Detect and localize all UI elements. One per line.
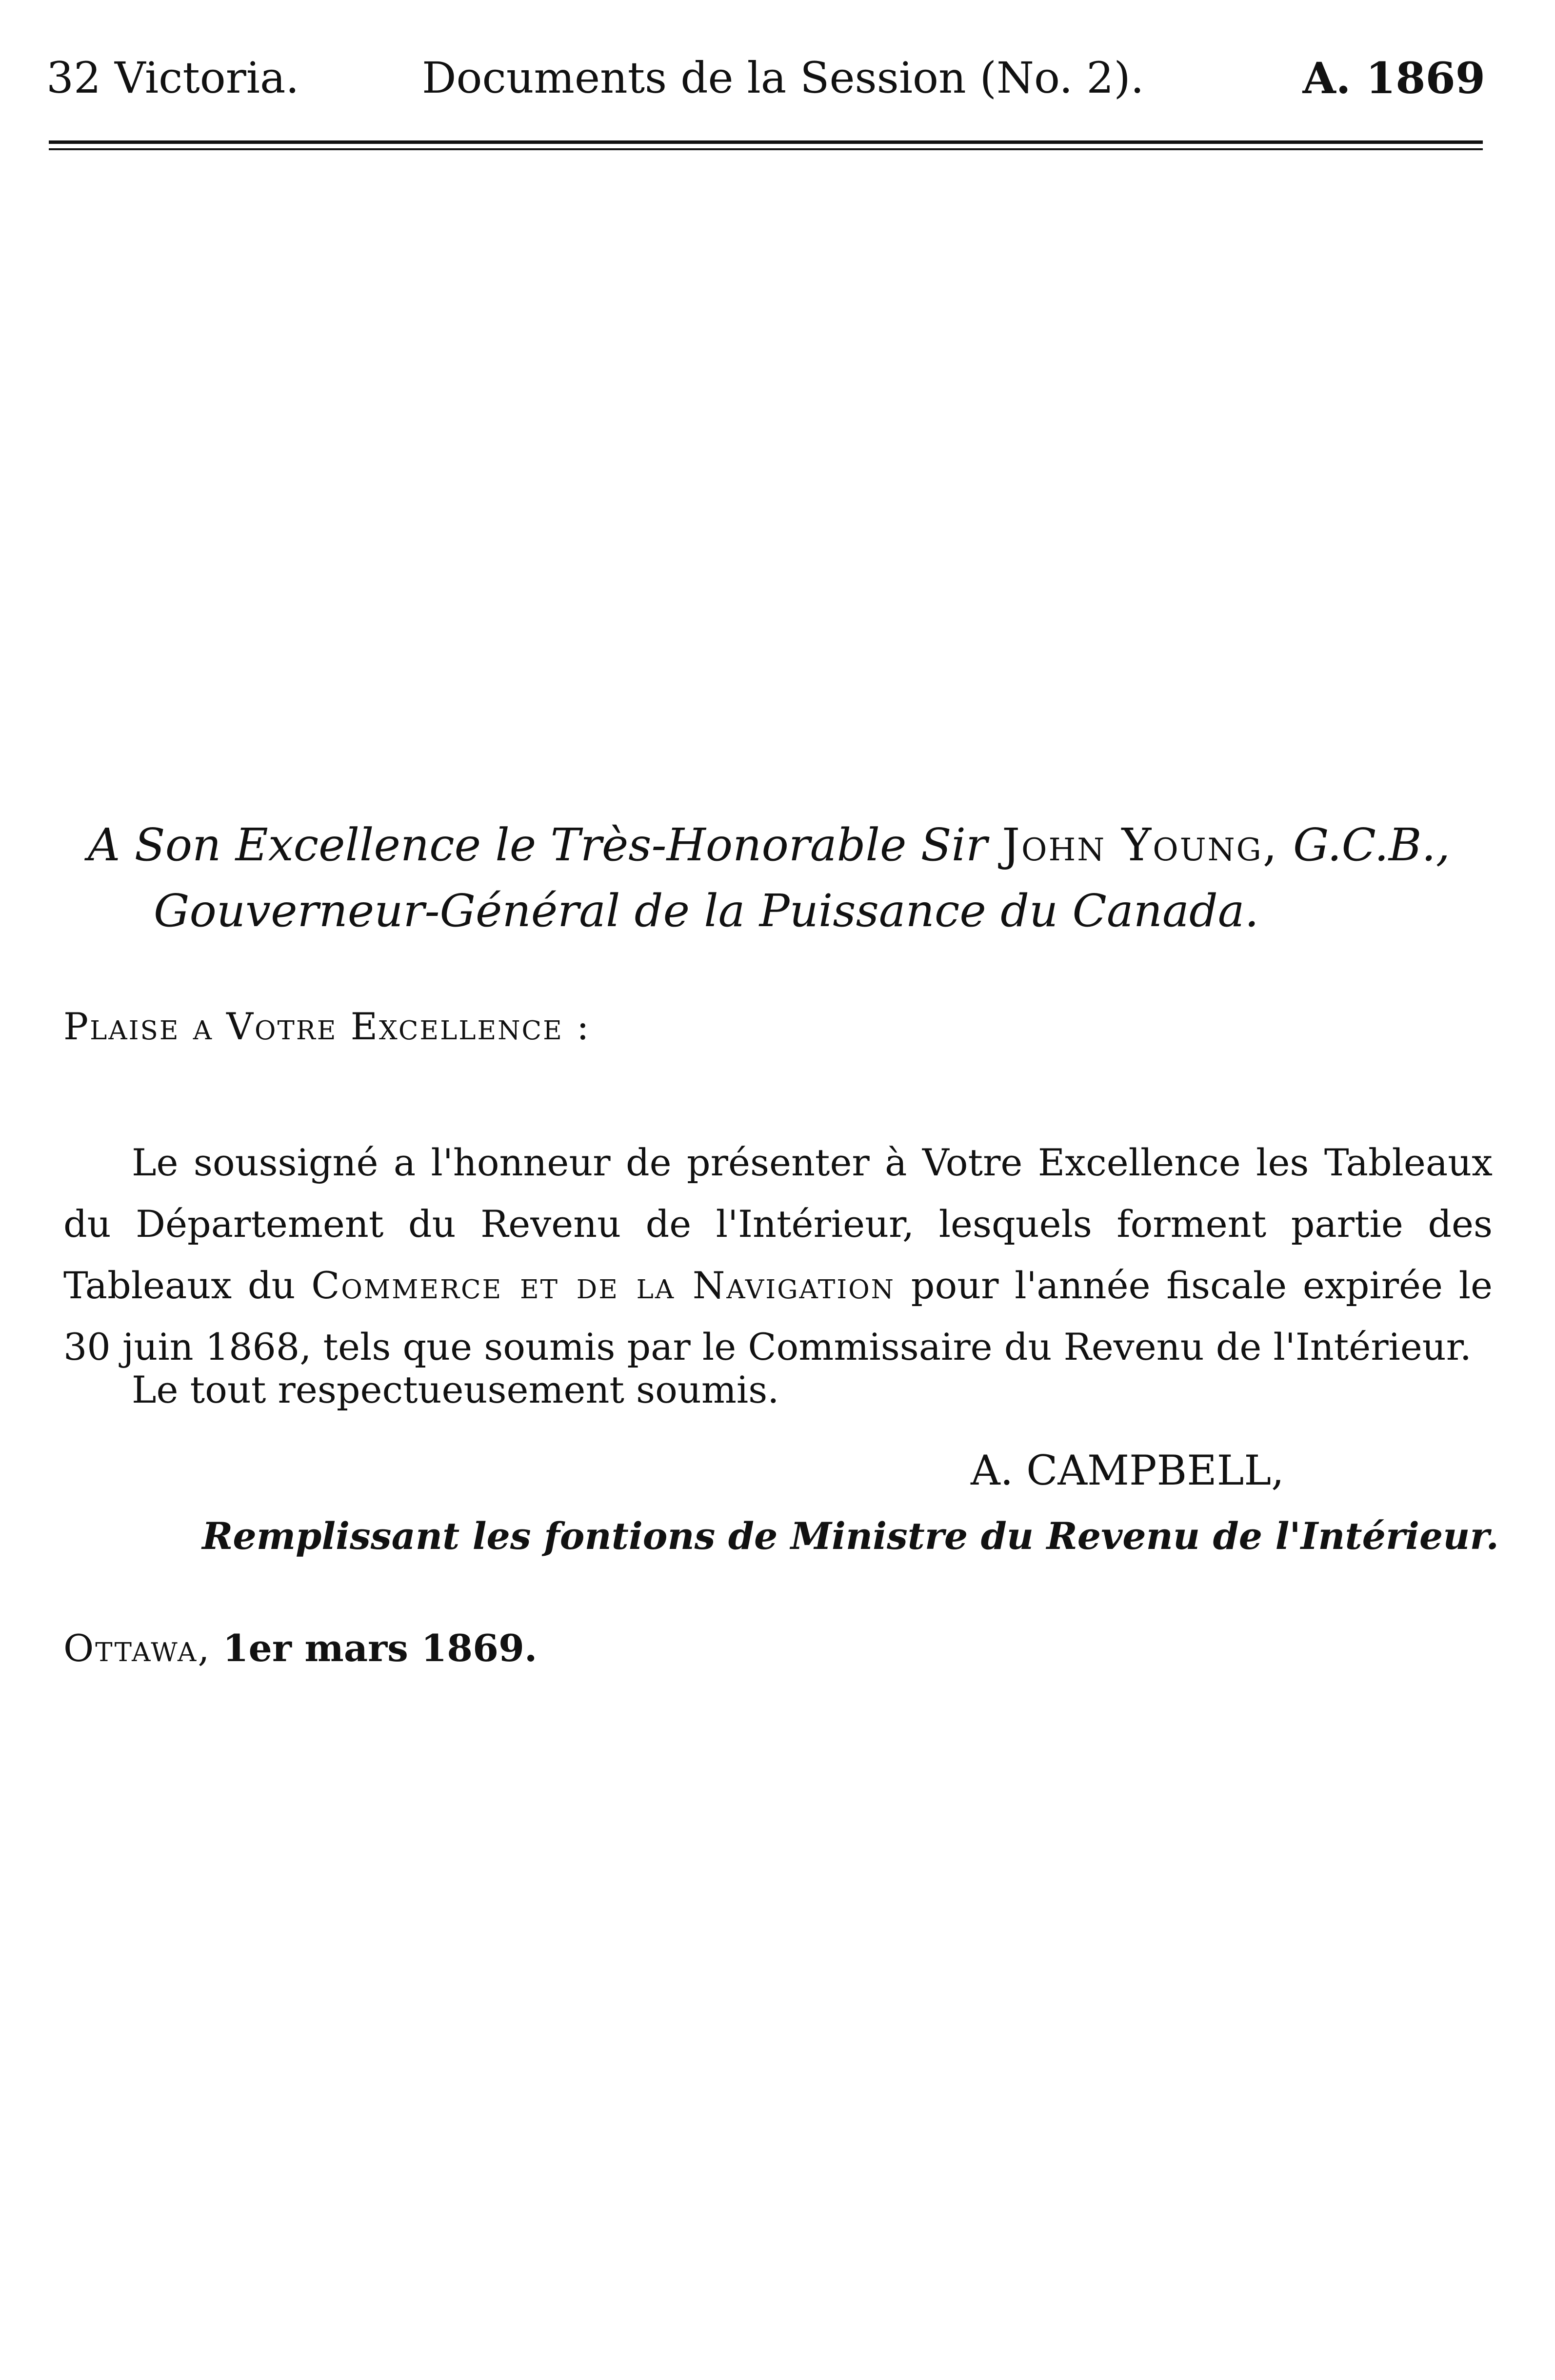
salutation: Plaise a Votre Excellence : [63,1005,591,1048]
header-year: A. 1869 [1302,53,1485,103]
address-prefix: A Son Excellence le Très-Honorable Sir [88,819,988,871]
body-text-smallcaps: Commerce et de la Navigation [311,1264,896,1307]
header-document-title: Documents de la Session (No. 2). [422,53,1144,103]
place-and-date [63,1619,537,1678]
running-header [46,46,1485,110]
signature-title: Remplissant les fontions de Ministre du Revenu de l'Intérieur. [202,1514,1499,1558]
address-line-1 [88,812,1502,878]
header-session-year: 32 Victoria. [46,53,299,103]
place: Ottawa, [63,1626,211,1670]
date: 1er mars 1869. [222,1626,538,1670]
header-rule-thick [49,140,1483,144]
closing-line: Le tout respectueusement soumis. [132,1368,779,1411]
addressee-honours: G.C.B., [1293,819,1450,871]
body-text-part-2: pour l'année fiscale expirée le 30 juin 1868, tels que soumis par le Commissaire du Revenu de l'Intérieur. [63,1264,1493,1368]
header-rule-thin [49,148,1483,150]
signature-name: A. CAMPBELL, [971,1447,1284,1494]
addressee-name: John Young, [1002,819,1279,871]
address-block [88,812,1502,944]
body-paragraph [63,1132,1493,1378]
body-text-part-1: Le soussigné a l'honneur de présenter à Votre Excellence les Tableaux du Département du Revenu de l'Intérieur, lesquels forment partie des Tableaux du [63,1141,1493,1307]
address-line-2: Gouverneur-Général de la Puissance du Canada. [154,885,1259,937]
